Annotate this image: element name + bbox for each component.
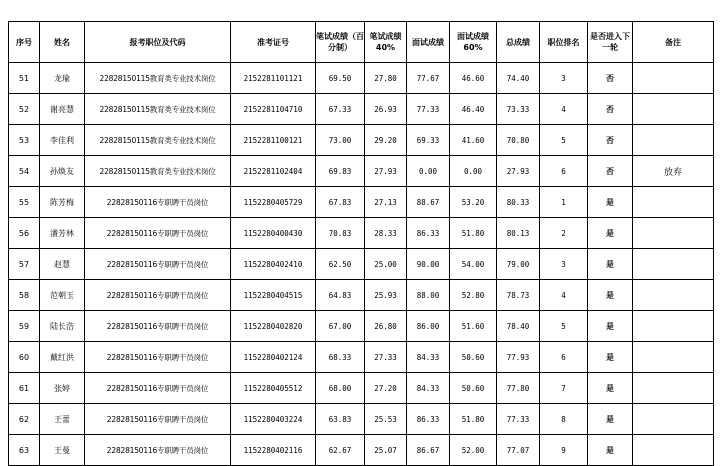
cell-interview: 86.00	[407, 311, 450, 342]
cell-advance: 否	[588, 156, 633, 187]
cell-rank: 4	[540, 280, 588, 311]
cell-interview60: 52.80	[450, 280, 497, 311]
cell-name: 潘芳林	[40, 218, 85, 249]
cell-written40: 27.93	[365, 156, 407, 187]
cell-total: 80.33	[497, 187, 540, 218]
cell-remark	[633, 63, 714, 94]
cell-name: 张婷	[40, 373, 85, 404]
cell-written: 73.00	[316, 125, 365, 156]
cell-written40: 29.20	[365, 125, 407, 156]
table-row	[9, 218, 714, 249]
cell-name: 孙焕友	[40, 156, 85, 187]
cell-position: 22828150116专职聘干员岗位	[85, 311, 231, 342]
cell-total: 77.33	[497, 404, 540, 435]
cell-advance: 否	[588, 63, 633, 94]
table-row	[9, 404, 714, 435]
cell-name: 谢亮慧	[40, 94, 85, 125]
cell-written40: 27.33	[365, 342, 407, 373]
cell-position: 22828150116专职聘干员岗位	[85, 280, 231, 311]
cell-position: 22828150115教育类专业技术岗位	[85, 63, 231, 94]
cell-remark	[633, 404, 714, 435]
cell-total: 74.40	[497, 63, 540, 94]
cell-written40: 28.33	[365, 218, 407, 249]
cell-total: 78.73	[497, 280, 540, 311]
cell-rank: 6	[540, 156, 588, 187]
cell-interview60: 41.60	[450, 125, 497, 156]
table-row	[9, 249, 714, 280]
cell-seq: 51	[9, 63, 40, 94]
cell-ticket: 1152280402124	[231, 342, 316, 373]
cell-interview60: 54.00	[450, 249, 497, 280]
cell-advance: 是	[588, 342, 633, 373]
cell-remark	[633, 187, 714, 218]
cell-total: 77.07	[497, 435, 540, 466]
cell-name: 陆长浩	[40, 311, 85, 342]
cell-interview60: 53.20	[450, 187, 497, 218]
header-interview: 面试成绩	[407, 22, 450, 63]
cell-rank: 1	[540, 187, 588, 218]
header-interview60: 面试成绩60%	[450, 22, 497, 63]
table-row	[9, 373, 714, 404]
cell-ticket: 2152281104710	[231, 94, 316, 125]
header-written40: 笔试成绩40%	[365, 22, 407, 63]
cell-seq: 57	[9, 249, 40, 280]
cell-position: 22828150116专职聘干员岗位	[85, 218, 231, 249]
table-row	[9, 125, 714, 156]
header-seq: 序号	[9, 22, 40, 63]
cell-written: 67.33	[316, 94, 365, 125]
cell-ticket: 1152280404515	[231, 280, 316, 311]
cell-advance: 是	[588, 249, 633, 280]
cell-position: 22828150115教育类专业技术岗位	[85, 156, 231, 187]
cell-interview60: 52.00	[450, 435, 497, 466]
cell-interview60: 51.80	[450, 218, 497, 249]
cell-ticket: 2152281102404	[231, 156, 316, 187]
cell-written: 68.33	[316, 342, 365, 373]
cell-interview: 77.33	[407, 94, 450, 125]
cell-position: 22828150116专职聘干员岗位	[85, 249, 231, 280]
cell-advance: 是	[588, 373, 633, 404]
cell-written40: 25.53	[365, 404, 407, 435]
cell-rank: 9	[540, 435, 588, 466]
cell-seq: 60	[9, 342, 40, 373]
cell-rank: 5	[540, 311, 588, 342]
cell-written: 70.83	[316, 218, 365, 249]
cell-ticket: 1152280405512	[231, 373, 316, 404]
cell-position: 22828150116专职聘干员岗位	[85, 342, 231, 373]
cell-name: 范朝玉	[40, 280, 85, 311]
header-remark: 备注	[633, 22, 714, 63]
cell-seq: 61	[9, 373, 40, 404]
table-row	[9, 94, 714, 125]
cell-interview: 69.33	[407, 125, 450, 156]
cell-total: 77.93	[497, 342, 540, 373]
cell-rank: 5	[540, 125, 588, 156]
cell-position: 22828150116专职聘干员岗位	[85, 404, 231, 435]
cell-seq: 53	[9, 125, 40, 156]
cell-position: 22828150116专职聘干员岗位	[85, 373, 231, 404]
cell-advance: 是	[588, 280, 633, 311]
header-name: 姓名	[40, 22, 85, 63]
header-written: 笔试成绩（百分制）	[316, 22, 365, 63]
cell-written40: 27.20	[365, 373, 407, 404]
cell-advance: 是	[588, 218, 633, 249]
cell-written: 64.83	[316, 280, 365, 311]
cell-ticket: 2152281101121	[231, 63, 316, 94]
cell-written: 62.50	[316, 249, 365, 280]
cell-ticket: 1152280403224	[231, 404, 316, 435]
cell-ticket: 1152280402116	[231, 435, 316, 466]
cell-total: 27.93	[497, 156, 540, 187]
cell-advance: 否	[588, 94, 633, 125]
header-row	[9, 22, 714, 63]
cell-name: 王蕾	[40, 404, 85, 435]
cell-seq: 58	[9, 280, 40, 311]
cell-interview: 84.33	[407, 373, 450, 404]
cell-written40: 25.93	[365, 280, 407, 311]
cell-ticket: 1152280405729	[231, 187, 316, 218]
cell-written: 63.83	[316, 404, 365, 435]
header-advance: 是否进入下一轮	[588, 22, 633, 63]
cell-name: 李佳利	[40, 125, 85, 156]
cell-written40: 27.80	[365, 63, 407, 94]
cell-name: 戴红洪	[40, 342, 85, 373]
cell-interview: 86.33	[407, 218, 450, 249]
cell-remark	[633, 249, 714, 280]
cell-written: 62.67	[316, 435, 365, 466]
cell-position: 22828150115教育类专业技术岗位	[85, 125, 231, 156]
cell-seq: 55	[9, 187, 40, 218]
cell-name: 赵慧	[40, 249, 85, 280]
cell-ticket: 1152280402410	[231, 249, 316, 280]
cell-position: 22828150116专职聘干员岗位	[85, 435, 231, 466]
cell-interview: 88.67	[407, 187, 450, 218]
header-rank: 职位排名	[540, 22, 588, 63]
cell-name: 王曼	[40, 435, 85, 466]
cell-interview: 90.00	[407, 249, 450, 280]
cell-seq: 52	[9, 94, 40, 125]
cell-rank: 4	[540, 94, 588, 125]
cell-interview60: 51.80	[450, 404, 497, 435]
table-row	[9, 435, 714, 466]
cell-seq: 63	[9, 435, 40, 466]
cell-remark	[633, 435, 714, 466]
cell-advance: 是	[588, 311, 633, 342]
score-table	[8, 21, 714, 466]
cell-interview: 88.00	[407, 280, 450, 311]
cell-written40: 26.93	[365, 94, 407, 125]
cell-remark	[633, 280, 714, 311]
cell-remark	[633, 342, 714, 373]
cell-interview: 77.67	[407, 63, 450, 94]
cell-advance: 是	[588, 435, 633, 466]
cell-rank: 7	[540, 373, 588, 404]
cell-interview: 86.33	[407, 404, 450, 435]
cell-ticket: 1152280402820	[231, 311, 316, 342]
cell-written: 69.50	[316, 63, 365, 94]
cell-interview60: 50.60	[450, 373, 497, 404]
header-position: 报考职位及代码	[85, 22, 231, 63]
cell-remark	[633, 218, 714, 249]
cell-advance: 是	[588, 404, 633, 435]
cell-written: 69.83	[316, 156, 365, 187]
cell-total: 79.00	[497, 249, 540, 280]
table-row	[9, 280, 714, 311]
cell-total: 80.13	[497, 218, 540, 249]
cell-seq: 56	[9, 218, 40, 249]
cell-remark	[633, 311, 714, 342]
cell-position: 22828150116专职聘干员岗位	[85, 187, 231, 218]
cell-name: 龙瑜	[40, 63, 85, 94]
cell-interview60: 46.40	[450, 94, 497, 125]
cell-rank: 8	[540, 404, 588, 435]
cell-remark: 放弃	[633, 156, 714, 187]
cell-ticket: 2152281100121	[231, 125, 316, 156]
table-row	[9, 156, 714, 187]
cell-interview60: 51.60	[450, 311, 497, 342]
cell-written40: 25.00	[365, 249, 407, 280]
cell-interview60: 50.60	[450, 342, 497, 373]
cell-rank: 3	[540, 249, 588, 280]
cell-written: 67.00	[316, 311, 365, 342]
cell-total: 77.80	[497, 373, 540, 404]
table-row	[9, 187, 714, 218]
cell-total: 78.40	[497, 311, 540, 342]
cell-interview: 0.00	[407, 156, 450, 187]
header-total: 总成绩	[497, 22, 540, 63]
cell-interview60: 46.60	[450, 63, 497, 94]
cell-written40: 26.80	[365, 311, 407, 342]
cell-position: 22828150115教育类专业技术岗位	[85, 94, 231, 125]
cell-interview: 84.33	[407, 342, 450, 373]
cell-interview: 86.67	[407, 435, 450, 466]
table-row	[9, 63, 714, 94]
cell-total: 73.33	[497, 94, 540, 125]
cell-seq: 59	[9, 311, 40, 342]
cell-remark	[633, 125, 714, 156]
table-row	[9, 342, 714, 373]
cell-seq: 62	[9, 404, 40, 435]
cell-remark	[633, 94, 714, 125]
cell-remark	[633, 373, 714, 404]
cell-written40: 27.13	[365, 187, 407, 218]
cell-written: 67.83	[316, 187, 365, 218]
cell-written: 68.00	[316, 373, 365, 404]
header-ticket: 准考证号	[231, 22, 316, 63]
cell-total: 70.80	[497, 125, 540, 156]
cell-ticket: 1152280400430	[231, 218, 316, 249]
cell-seq: 54	[9, 156, 40, 187]
cell-written40: 25.07	[365, 435, 407, 466]
cell-name: 陈芳梅	[40, 187, 85, 218]
cell-rank: 2	[540, 218, 588, 249]
cell-advance: 否	[588, 125, 633, 156]
table-row	[9, 311, 714, 342]
cell-interview60: 0.00	[450, 156, 497, 187]
cell-rank: 3	[540, 63, 588, 94]
cell-rank: 6	[540, 342, 588, 373]
cell-advance: 是	[588, 187, 633, 218]
